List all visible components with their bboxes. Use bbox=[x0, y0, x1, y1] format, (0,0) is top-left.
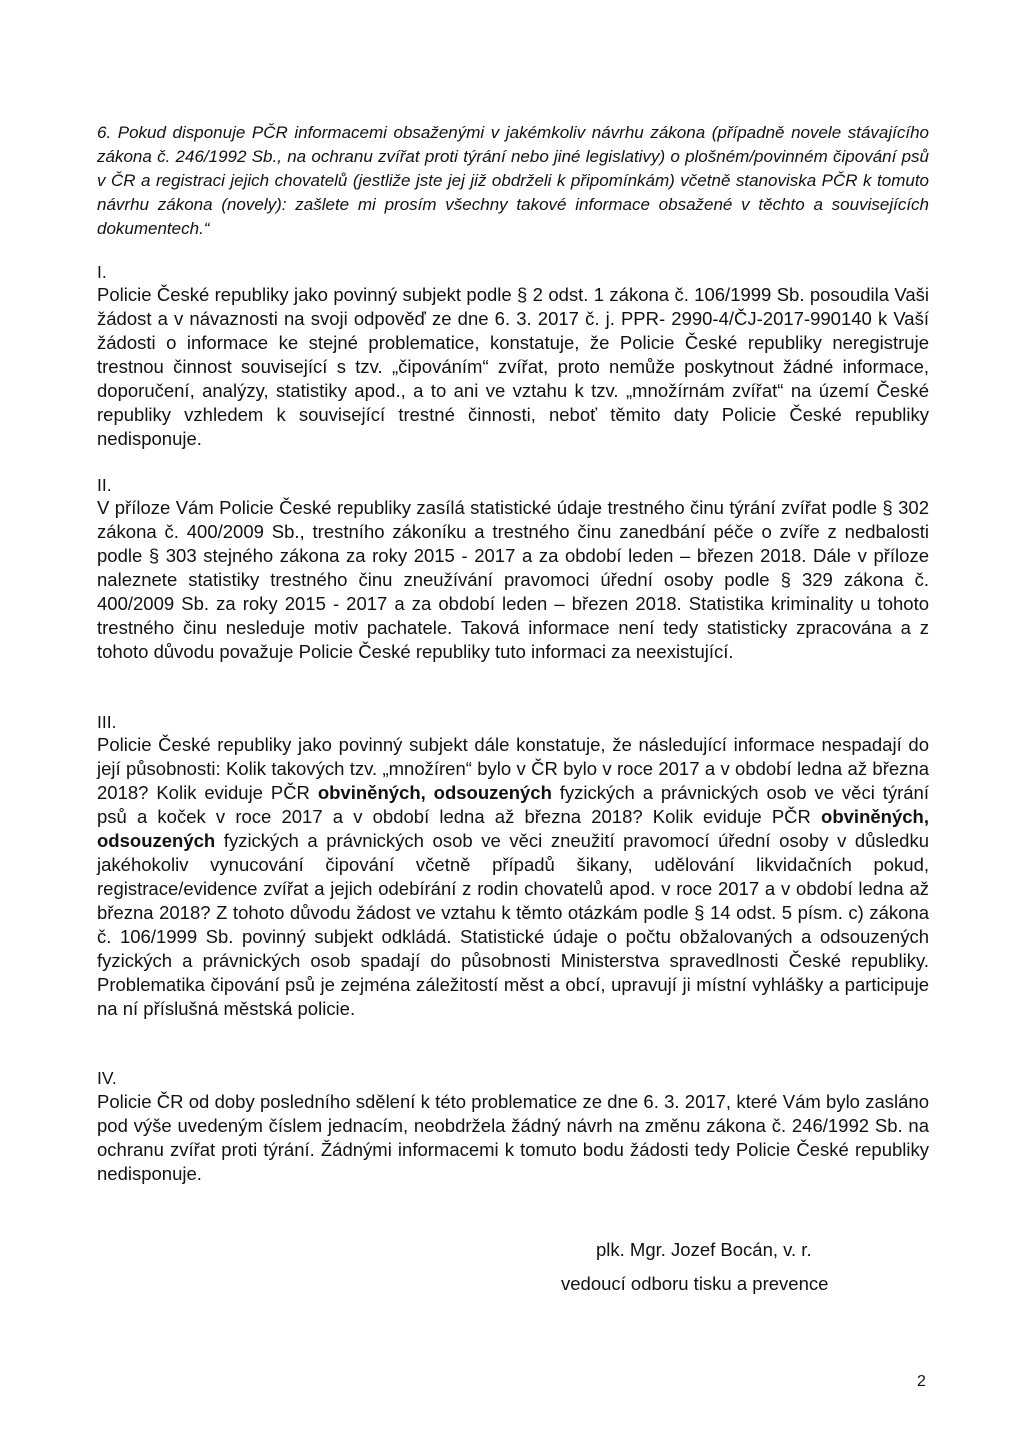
section-iii-text-part2: fyzických a právnických osob ve věci týrání psů a koček v roce 2017 a v období ledna až března 2018? Kolik eviduje PČR bbox=[97, 782, 929, 827]
section-iv-paragraph: Policie ČR od doby posledního sdělení k této problematice ze dne 6. 3. 2017, které Vám bylo zasláno pod výše uvedeným číslem jednacím, neobdržela žádný návrh na změnu zákona č. 246/1992 Sb. na ochranu zvířat proti týrání. Žádnými informacemi k tomuto bodu žádosti tedy Policie České republiky nedisponuje. bbox=[97, 1091, 929, 1184]
section-iii-bold-2: obviněných, odsouzených bbox=[97, 806, 929, 851]
page-number: 2 bbox=[917, 1373, 926, 1390]
section-iii-bold-1: obviněných, odsouzených bbox=[317, 782, 552, 803]
section-number-ii: II. bbox=[97, 475, 112, 495]
section-number-iii: III. bbox=[97, 712, 117, 732]
section-iii-text-part1: Policie České republiky jako povinný subjekt dále konstatuje, že následující informace nespadají do její působnosti: Kolik takových tzv. „množíren“ bylo v ČR bylo v roce 2017 a v období ledna až března 2018? Kolik eviduje PČR bbox=[97, 734, 929, 803]
signature-title: vedoucí odboru tisku a prevence bbox=[561, 1273, 829, 1294]
section-iii-text-part3: fyzických a právnických osob ve věci zneužití pravomocí úřední osoby v důsledku jakéhokoliv vynucování čipování včetně případů šikany, udělování likvidačních pokud, registrace/evidence zvířat a jejich odebírání z rodin chovatelů apod. v roce 2017 a v období ledna až března 2018? Z tohoto důvodu žádost ve vztahu k těmto otázkám podle § 14 odst. 5 písm. c) zákona č. 106/1999 Sb. povinný subjekt odkládá. Statistické údaje o počtu obžalovaných a odsouzených fyzických a právnických osob spadají do působnosti Ministerstva spravedlnosti České republiky. Problematika čipování psů je zejména záležitostí měst a obcí, upravují ji místní vyhlášky a participuje na ní příslušná městská policie. bbox=[97, 830, 929, 1019]
section-number-iv: IV. bbox=[97, 1068, 117, 1088]
quoted-question: 6. Pokud disponuje PČR informacemi obsaženými v jakémkoliv návrhu zákona (případně novele stávajícího zákona č. 246/1992 Sb., na ochranu zvířat proti týrání nebo jiné legislativy) o plošném/povinném čipování psů v ČR a registraci jejich chovatelů (jestliže jste jej již obdrželi k připomínkám) včetně stanoviska PČR k tomuto návrhu zákona (novely): zašlete mi prosím všechny takové informace obsažené v těchto a souvisejících dokumentech.“ bbox=[97, 123, 929, 238]
signature-name: plk. Mgr. Jozef Bocán, v. r. bbox=[596, 1239, 812, 1260]
section-number-i: I. bbox=[97, 262, 107, 282]
section-ii-paragraph: V příloze Vám Policie České republiky zasílá statistické údaje trestného činu týrání zvířat podle § 302 zákona č. 400/2009 Sb., trestního zákoníku a trestného činu zanedbání péče o zvíře z nedbalosti podle § 303 stejného zákona za roky 2015 - 2017 a za období leden – březen 2018. Dále v příloze naleznete statistiky trestného činu zneužívání pravomoci úřední osoby podle § 329 zákona č. 400/2009 Sb. za roky 2015 - 2017 a za období leden – březen 2018. Statistika kriminality u tohoto trestného činu nesleduje motiv pachatele. Taková informace není tedy statisticky zpracována a z tohoto důvodu považuje Policie České republiky tuto informaci za neexistující. bbox=[97, 497, 929, 662]
section-i-paragraph: Policie České republiky jako povinný subjekt podle § 2 odst. 1 zákona č. 106/1999 Sb. posoudila Vaši žádost a v návaznosti na svoji odpověď ze dne 6. 3. 2017 č. j. PPR- 2990-4/ČJ-2017-990140 k Vaší žádosti o informace ke stejné problematice, konstatuje, že Policie České republiky neregistruje trestnou činnost související s tzv. „čipováním“ zvířat, proto nemůže poskytnout žádné informace, doporučení, analýzy, statistiky apod., a to ani ve vztahu k tzv. „množírnám zvířat“ na území České republiky vzhledem k související trestné činnosti, neboť těmito daty Policie České republiky nedisponuje. bbox=[97, 284, 929, 449]
section-iii-paragraph bbox=[97, 733, 929, 1021]
